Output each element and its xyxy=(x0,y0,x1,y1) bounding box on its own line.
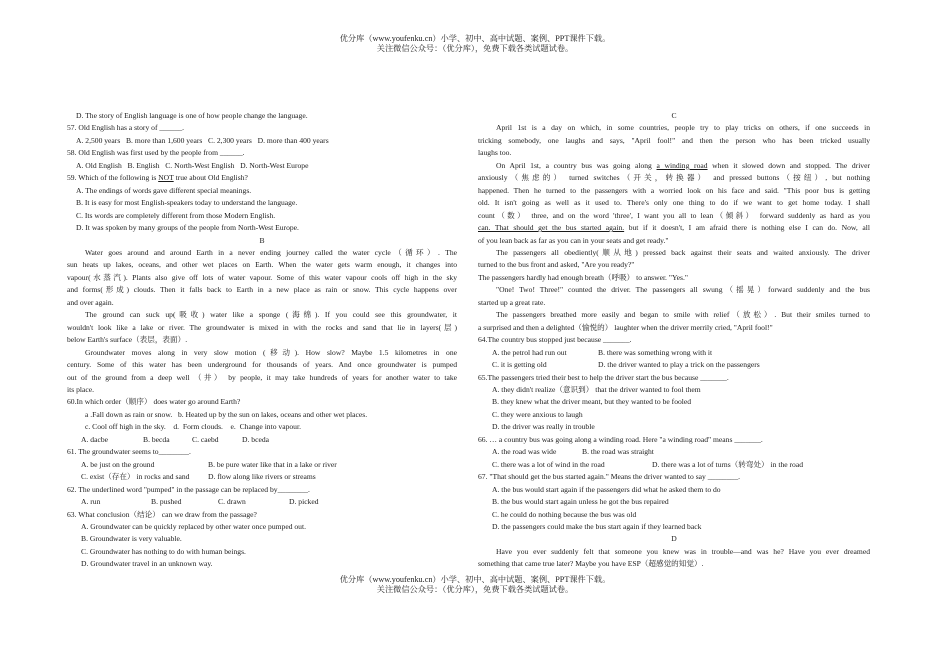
passage-c-p2-line1-b: when it slowed down and stopped. The driver xyxy=(707,160,870,170)
section-b-title: B xyxy=(259,235,265,245)
page-header xyxy=(0,34,950,54)
q65-option-c: C. they were anxious to laugh xyxy=(492,409,583,419)
q63-option-c: C. Groundwater has nothing to do with human beings. xyxy=(81,546,246,556)
q59-option-b: B. It is easy for most English-speakers today to understand the language. xyxy=(76,198,298,208)
passage-c-p2-line3: happened. Then he turned to the passengers with a worried look on his face and said. "This poor bus is getting xyxy=(478,185,870,195)
passage-c-p3-line3: The passengers hardly had enough breath（呼吸） to answer. "Yes." xyxy=(478,272,688,282)
q63-option-b: B. Groundwater is very valuable. xyxy=(81,534,182,544)
q66-option-a: A. the road was wide xyxy=(492,447,557,457)
q66-option-c: C. there was a lot of wind in the road xyxy=(492,459,605,469)
q61-options-ab xyxy=(67,459,457,471)
q59-not: NOT xyxy=(158,173,174,183)
passage-c-p2-line7: of you lean back as far as you can in your seats and get ready." xyxy=(478,235,669,245)
q63-option-d: D. Groundwater travel in an unknown way. xyxy=(81,559,213,569)
q59-pre: 59. Which of the following is xyxy=(67,173,159,183)
passage-c-p5-line1: The passengers breathed more easily and began to smile with relief（放松）. But their smiles turned to xyxy=(496,310,870,320)
q66-options-cd xyxy=(478,459,870,471)
passage-b-p1-line5: and over again. xyxy=(67,297,114,307)
q62-stem: 62. The underlined word "pumped" in the passage can be replaced by________. xyxy=(67,484,310,494)
q65-option-b: B. they knew what the driver meant, but they wanted to be fooled xyxy=(492,397,692,407)
passage-c-p2-line1-a: On April 1st, a country bus was going along xyxy=(496,160,657,170)
q59-stem xyxy=(67,172,457,184)
q61-option-a: A. be just on the ground xyxy=(81,459,155,469)
passage-b-p2-line1: The ground can suck up(吸收) water like a sponge (海绵). If you could see this groundwater, it xyxy=(85,310,457,320)
footer-line-2: 关注微信公众号：（优分库），免费下载各类试题试卷。 xyxy=(376,585,574,594)
header-line-1: 优分库（www.youfenku.cn）小学、初中、高中试题、案例、PPT课件下载。 xyxy=(339,34,611,43)
passage-c-p2-line4: old. It isn't going as well as it used to. There's only one thing to do if we want to get home today. I shall xyxy=(478,198,870,208)
passage-b-p3-line4: its place. xyxy=(67,384,94,394)
passage-c-p1-line1: April 1st is a day on which, in some countries, people try to play tricks on others, if one succeeds in xyxy=(496,123,870,133)
passage-b-p3-line1: Groundwater moves along in very slow motion (移动). How slow? Maybe 1.5 kilometres in one xyxy=(85,347,457,357)
q65-option-d: D. the driver was really in trouble xyxy=(492,422,595,432)
q67-option-c: C. he could do nothing because the bus was old xyxy=(492,509,637,519)
passage-d-line1: Have you ever suddenly felt that someone you knew was in trouble—and was he? Have you ever dreamed xyxy=(496,546,870,556)
q61-stem: 61. The groundwater seems to________. xyxy=(67,447,191,457)
q65-option-a: A. they didn't realize（意识到） that the driver wanted to fool them xyxy=(492,384,701,394)
passage-b-p3-line3: out of the ground from a deep well （井） by people, it may take hundreds of years for another water to take xyxy=(67,372,457,382)
q64-option-b: B. there was something wrong with it xyxy=(598,347,713,357)
q63-stem: 63. What conclusion（结论） can we draw from the passage? xyxy=(67,509,257,519)
header-line-2: 关注微信公众号：（优分库），免费下载各类试题试卷。 xyxy=(376,44,574,53)
passage-c-p2-line2: anxiously（焦虑的） turned switches（开关，转换器） and pressed buttons（按纽）, but nothing xyxy=(478,173,870,183)
q67-option-a: A. the bus would start again if the passengers did what he asked them to do xyxy=(492,484,721,494)
q59-option-a: A. The endings of words gave different special meanings. xyxy=(76,185,252,195)
passage-c-p4-line2: started up a great rate. xyxy=(478,297,546,307)
passage-b-p1-line4: and forms(形成) clouds. Then it falls back to Earth in a new place as rain or snow. This cycle happens over xyxy=(67,285,457,295)
section-d-title: D xyxy=(671,534,677,544)
q64-options-cd xyxy=(478,359,870,371)
passage-b-p3-line2: century. Some of this water has been underground for thousands of years. And once groundwater is pumped xyxy=(67,360,457,370)
left-column xyxy=(67,110,457,571)
q64-options-ab xyxy=(478,347,870,359)
footer-line-1: 优分库（www.youfenku.cn）小学、初中、高中试题、案例、PPT课件下载。 xyxy=(339,575,611,584)
page-footer xyxy=(0,575,950,595)
right-column xyxy=(478,110,870,571)
q66-option-d: D. there was a lot of turns（转弯处） in the road xyxy=(652,459,803,469)
q61-option-c: C. exist（存在） in rocks and sand xyxy=(81,472,190,482)
q56-option-d: D. The story of English language is one of how people change the language. xyxy=(76,111,308,120)
passage-b-p1-line3: vapour(水蒸汽). Plants also give off lots of water vapour. Some of this water vapour cools off high in the sky xyxy=(67,272,457,282)
passage-c-p3-line2: turned to the bus front and asked, "Are you ready?" xyxy=(478,260,635,270)
q59-option-c: C. Its words are completely different from those Modern English. xyxy=(76,210,276,220)
q64-option-c: C. it is getting old xyxy=(492,360,547,370)
passage-d-line2: something that came true later? Maybe you have ESP（超感觉的知觉）. xyxy=(478,559,704,569)
q64-option-d: D. the driver wanted to play a trick on the passengers xyxy=(598,360,760,370)
q62-option-d: D. picked xyxy=(289,497,319,507)
q63-option-a: A. Groundwater can be quickly replaced by other water once pumped out. xyxy=(81,521,306,531)
q60-stem: 60.In which order（顺序） does water go around Earth? xyxy=(67,397,241,407)
started-again-underlined: can. That should get the bus started again. xyxy=(478,223,625,233)
section-c-title: C xyxy=(671,111,677,120)
q61-options-cd xyxy=(67,471,457,483)
passage-c-p3-line1: The passengers all obediently(顺从地) pressed back against their seats and waited anxiously. The driver xyxy=(496,247,870,257)
q67-option-b: B. the bus would start again unless he got the bus repaired xyxy=(492,497,669,507)
q67-stem: 67. "That should get the bus started again." Means the driver wanted to say ________. xyxy=(478,472,741,482)
q62-option-b: B. pushed xyxy=(151,497,182,507)
q60-option-c: C. caebd xyxy=(192,434,219,444)
passage-c-p2-line6 xyxy=(478,222,870,234)
q67-option-d: D. the passengers could make the bus start again if they learned back xyxy=(492,521,702,531)
q62-option-c: C. drawn xyxy=(218,497,246,507)
q60-item-ab: a .Fall down as rain or snow. b. Heated up by the sun on lakes, oceans and other wet places. xyxy=(85,409,368,419)
q57-options: A. 2,500 years B. more than 1,600 years C. 2,300 years D. more than 400 years xyxy=(76,135,329,145)
q65-stem: 65.The passengers tried their best to help the driver start the bus because _______. xyxy=(478,372,729,382)
q60-option-a: A. dacbe xyxy=(81,434,108,444)
q58-options: A. Old English B. English C. North-West English D. North-West Europe xyxy=(76,160,309,170)
q60-option-b: B. becda xyxy=(143,434,170,444)
q61-option-d: D. flow along like rivers or streams xyxy=(208,472,316,482)
q64-stem: 64.The country bus stopped just because _______. xyxy=(478,335,632,345)
q60-item-cde: c. Cool off high in the sky. d. Form clouds. e. Change into vapour. xyxy=(85,422,301,432)
q66-option-b: B. the road was straight xyxy=(582,447,654,457)
q57-stem: 57. Old English has a story of ______. xyxy=(67,123,185,133)
q59-option-d: D. It was spoken by many groups of the people from North-West Europe. xyxy=(76,223,299,233)
passage-b-p1-line2: sun heats up lakes, oceans, and other wet places on Earth. When the water gets warm enough, it changes into xyxy=(67,260,457,270)
q59-post: true about Old English? xyxy=(173,173,248,183)
passage-c-p4-line1: "One! Two! Three!" counted the driver. The passengers all swung（摇晃）forward suddenly and the bus xyxy=(496,285,870,295)
passage-b-p1-line1: Water goes around and around Earth in a never ending journey called the water cycle（循环）. The xyxy=(85,247,457,257)
q66-stem: 66. … a country bus was going along a winding road. Here "a winding road" means _______. xyxy=(478,434,763,444)
passage-b-p2-line2: wouldn't look like a lake or river. The groundwater is mixed in with the rocks and sand that lie in layers(层) xyxy=(67,322,457,332)
q64-option-a: A. the petrol had run out xyxy=(492,347,567,357)
passage-c-p5-line2: a surprised and then a delighted（愉悦的） laughter when the driver merrily cried, "April fool!" xyxy=(478,322,773,332)
passage-c-p2-line6-b: but if it doesn't, I am afraid there is nothing else I can do. Now, all xyxy=(624,223,870,233)
passage-c-p1-line2: tricking somebody, one laughs and says, "April fool!" and then the person who has been tricked usually xyxy=(478,135,870,145)
winding-road-underlined: a winding road xyxy=(656,160,708,170)
q60-option-d: D. bceda xyxy=(242,434,269,444)
passage-c-p2-line1 xyxy=(478,160,870,172)
passage-c-p2-line5: count（数） three, and on the word 'three', I want you all to lean（倾斜） forward suddenly as hard as you xyxy=(478,210,870,220)
q66-options-ab xyxy=(478,446,870,458)
q60-options xyxy=(67,434,457,446)
q61-option-b: B. be pure water like that in a lake or river xyxy=(208,459,337,469)
passage-b-p2-line3: below Earth's surface（表层，表面）. xyxy=(67,335,188,345)
passage-c-p1-line3: laughs too. xyxy=(478,148,512,158)
q58-stem: 58. Old English was first used by the people from ______. xyxy=(67,148,245,158)
q62-option-a: A. run xyxy=(81,497,101,507)
q62-options xyxy=(67,496,457,508)
